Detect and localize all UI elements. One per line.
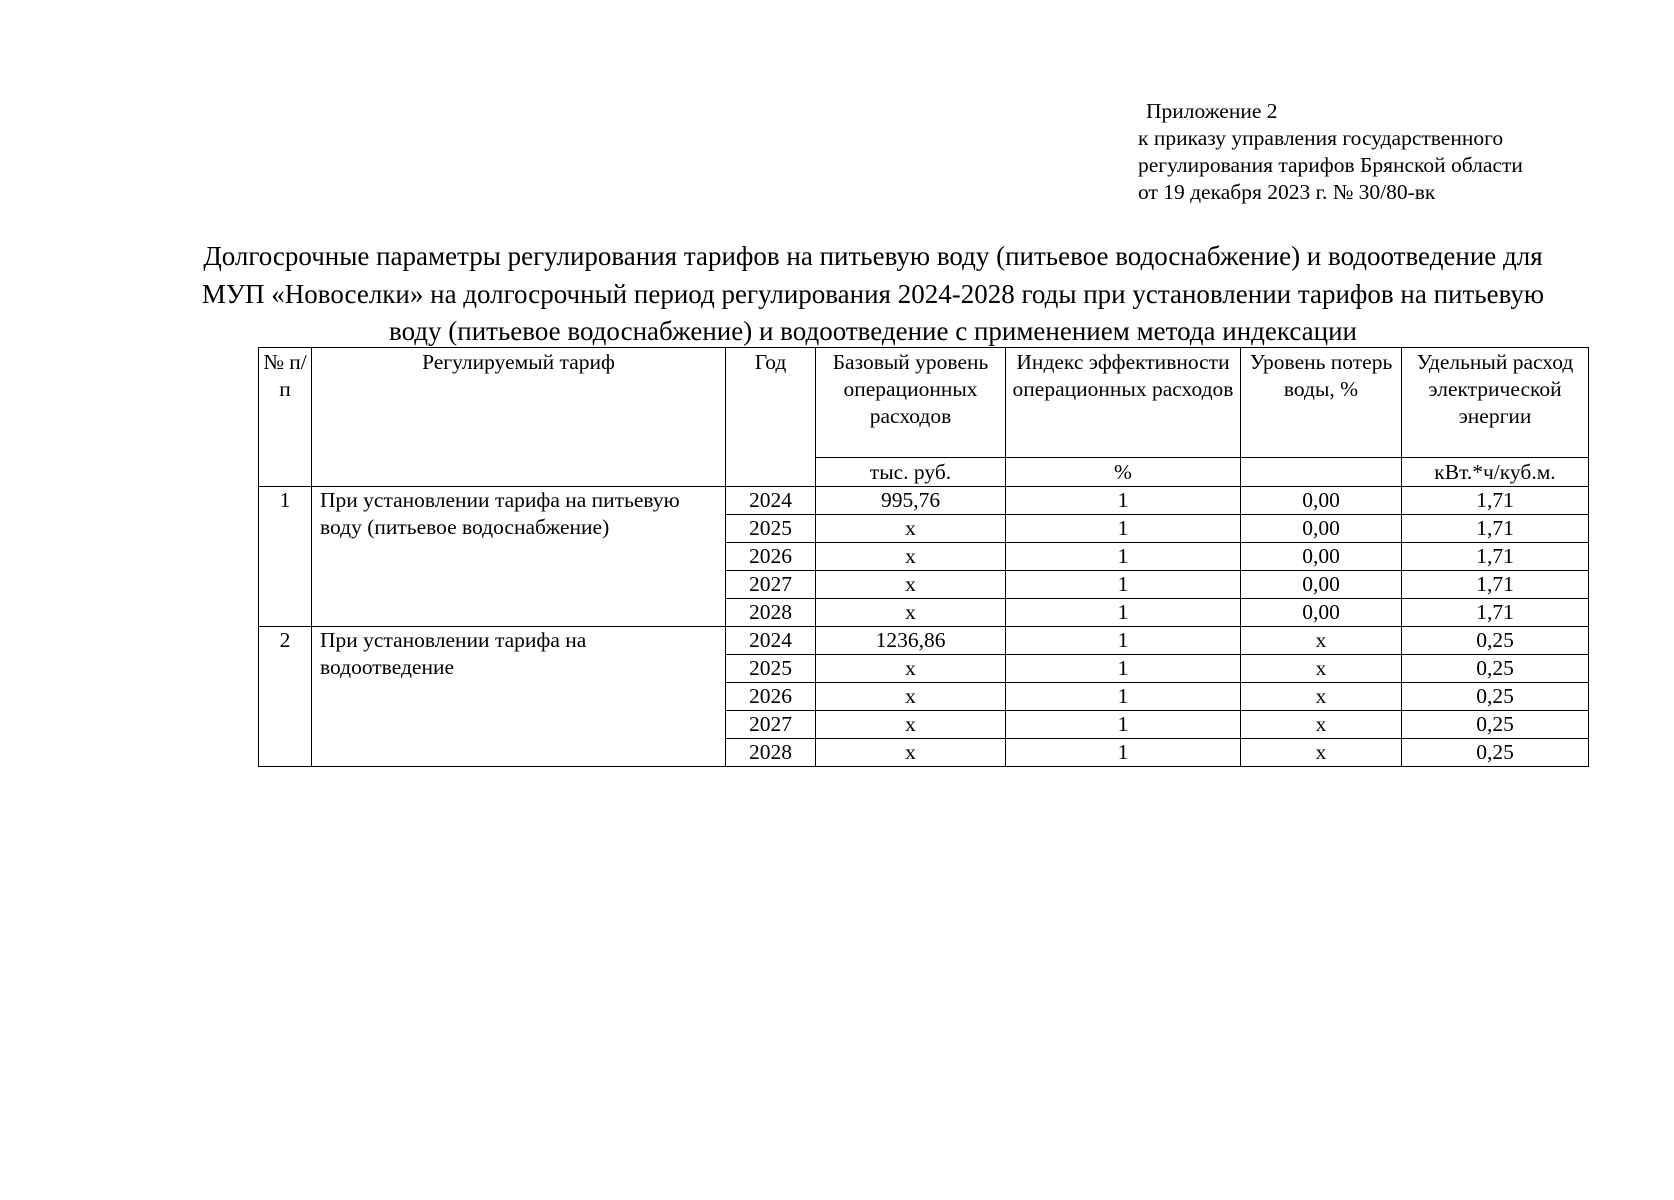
cell-year: 2024 — [726, 627, 816, 655]
cell-base-opex: х — [816, 655, 1006, 683]
cell-water-loss: х — [1241, 711, 1402, 739]
appendix-line-2: к приказу управления государственного — [1138, 126, 1504, 150]
unit-base-opex: тыс. руб. — [816, 458, 1006, 487]
appendix-line-1: Приложение 2 — [1146, 99, 1278, 123]
cell-water-loss: х — [1241, 655, 1402, 683]
header-efficiency-index: Индекс эффективности операционных расходов — [1006, 348, 1241, 458]
cell-energy-consumption: 1,71 — [1402, 571, 1589, 599]
cell-efficiency-index: 1 — [1006, 543, 1241, 571]
header-water-loss: Уровень потерь воды, % — [1241, 348, 1402, 458]
row-tariff: При установлении тарифа на питьевую воду (питьевое водоснабжение) — [312, 487, 726, 627]
cell-efficiency-index: 1 — [1006, 515, 1241, 543]
cell-energy-consumption: 0,25 — [1402, 627, 1589, 655]
cell-water-loss: х — [1241, 627, 1402, 655]
header-num: № п/п — [259, 348, 312, 487]
cell-water-loss: 0,00 — [1241, 599, 1402, 627]
cell-water-loss: 0,00 — [1241, 543, 1402, 571]
cell-base-opex: 1236,86 — [816, 627, 1006, 655]
header-year: Год — [726, 348, 816, 487]
cell-base-opex: х — [816, 711, 1006, 739]
cell-efficiency-index: 1 — [1006, 487, 1241, 515]
cell-energy-consumption: 1,71 — [1402, 599, 1589, 627]
cell-base-opex: х — [816, 515, 1006, 543]
title-line-1: Долгосрочные параметры регулирования тарифов на питьевую воду (питьевое водоснабжение) и водоотведение для — [203, 241, 1543, 271]
cell-base-opex: х — [816, 683, 1006, 711]
cell-year: 2026 — [726, 683, 816, 711]
cell-year: 2028 — [726, 599, 816, 627]
cell-base-opex: х — [816, 599, 1006, 627]
unit-water-loss — [1241, 458, 1402, 487]
cell-year: 2024 — [726, 487, 816, 515]
header-tariff: Регулируемый тариф — [312, 348, 726, 487]
appendix-note — [1138, 98, 1523, 206]
cell-energy-consumption: 0,25 — [1402, 655, 1589, 683]
cell-year: 2025 — [726, 655, 816, 683]
cell-energy-consumption: 0,25 — [1402, 739, 1589, 767]
cell-energy-consumption: 1,71 — [1402, 543, 1589, 571]
title-line-2: МУП «Новоселки» на долгосрочный период регулирования 2024-2028 годы при установлении тарифов на питьевую — [201, 278, 1545, 309]
cell-efficiency-index: 1 — [1006, 627, 1241, 655]
table-row — [259, 487, 1589, 515]
table-body — [259, 487, 1589, 767]
cell-water-loss: 0,00 — [1241, 515, 1402, 543]
table-row — [259, 627, 1589, 655]
cell-energy-consumption: 0,25 — [1402, 711, 1589, 739]
row-number: 1 — [259, 487, 312, 627]
cell-water-loss: х — [1241, 739, 1402, 767]
header-energy-consumption: Удельный расход электрической энергии — [1402, 348, 1589, 458]
parameters-table — [258, 347, 1589, 767]
cell-efficiency-index: 1 — [1006, 711, 1241, 739]
cell-year: 2027 — [726, 571, 816, 599]
cell-efficiency-index: 1 — [1006, 683, 1241, 711]
document-title — [170, 238, 1576, 351]
cell-year: 2026 — [726, 543, 816, 571]
cell-year: 2025 — [726, 515, 816, 543]
cell-base-opex: х — [816, 571, 1006, 599]
cell-base-opex: х — [816, 543, 1006, 571]
cell-energy-consumption: 1,71 — [1402, 515, 1589, 543]
cell-base-opex: х — [816, 739, 1006, 767]
appendix-line-4: от 19 декабря 2023 г. № 30/80-вк — [1138, 180, 1436, 204]
cell-water-loss: 0,00 — [1241, 487, 1402, 515]
cell-year: 2027 — [726, 711, 816, 739]
title-line-3: воду (питьевое водоснабжение) и водоотведение с применением метода индексации — [389, 316, 1357, 346]
appendix-line-3: регулирования тарифов Брянской области — [1138, 153, 1523, 177]
cell-base-opex: 995,76 — [816, 487, 1006, 515]
cell-efficiency-index: 1 — [1006, 739, 1241, 767]
row-number: 2 — [259, 627, 312, 767]
cell-efficiency-index: 1 — [1006, 599, 1241, 627]
cell-energy-consumption: 1,71 — [1402, 487, 1589, 515]
row-tariff: При установлении тарифа на водоотведение — [312, 627, 726, 767]
cell-efficiency-index: 1 — [1006, 571, 1241, 599]
header-base-opex: Базовый уровень операционных расходов — [816, 348, 1006, 458]
table-header — [259, 348, 1589, 487]
unit-energy-consumption: кВт.*ч/куб.м. — [1402, 458, 1589, 487]
cell-efficiency-index: 1 — [1006, 655, 1241, 683]
cell-water-loss: х — [1241, 683, 1402, 711]
cell-water-loss: 0,00 — [1241, 571, 1402, 599]
cell-energy-consumption: 0,25 — [1402, 683, 1589, 711]
cell-year: 2028 — [726, 739, 816, 767]
unit-efficiency-index: % — [1006, 458, 1241, 487]
